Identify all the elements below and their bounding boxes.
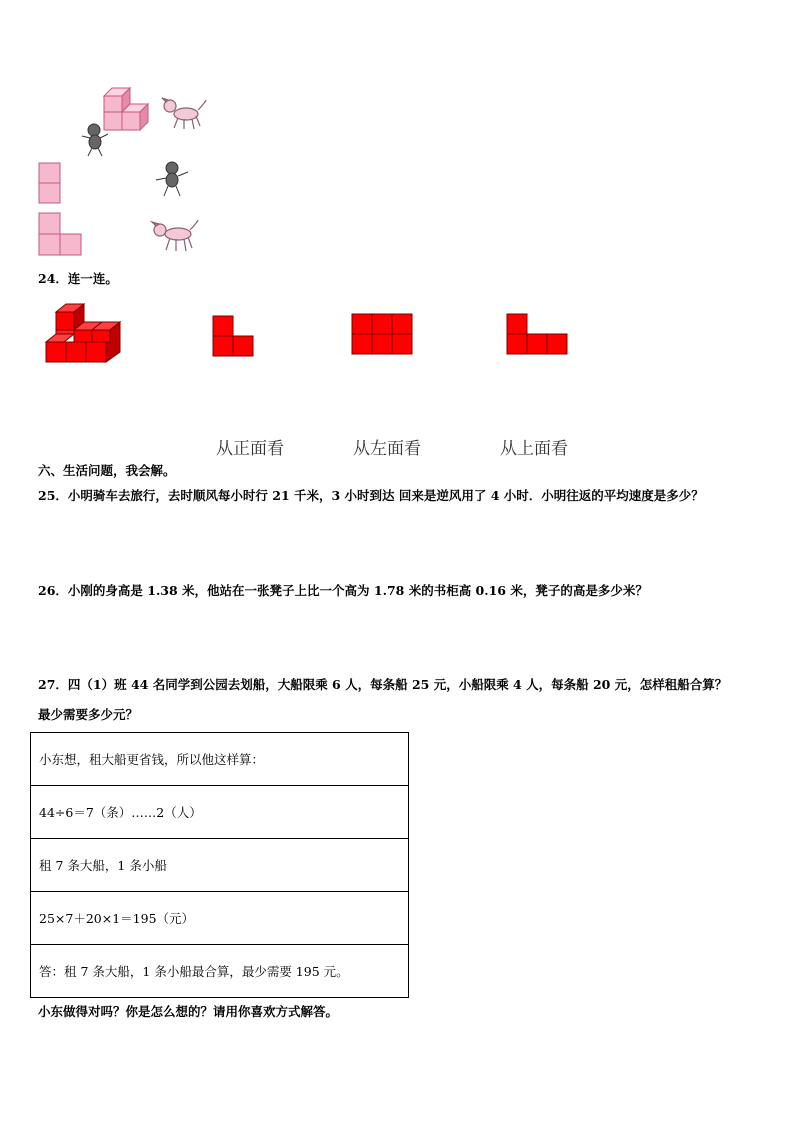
table-row xyxy=(31,945,409,998)
table-row xyxy=(31,733,409,786)
pink-view-l-shape xyxy=(38,212,84,256)
label-left-view: 从左面看 xyxy=(353,439,421,459)
dog-icon xyxy=(150,218,200,254)
table-row xyxy=(31,839,409,892)
label-top-view: 从上面看 xyxy=(500,439,568,459)
table-row xyxy=(31,786,409,839)
dog-icon xyxy=(160,96,208,132)
table-cell: 小东想，租大船更省钱，所以他这样算： xyxy=(31,733,409,786)
solution-table xyxy=(30,732,409,998)
pink-view-two-vertical xyxy=(38,162,62,204)
table-row xyxy=(31,892,409,945)
question-25: 25．小明骑车去旅行，去时顺风每小时行 21 千米，3 小时到达 回来是逆风用了 4 小时．小明往返的平均速度是多少？ xyxy=(38,488,704,503)
question-24-title: 24．连一连。 xyxy=(38,271,118,286)
red-view-l-shape xyxy=(212,315,256,357)
monkey-icon xyxy=(152,160,192,198)
red-view-grid-2x3 xyxy=(351,313,415,356)
question-26: 26．小刚的身高是 1.38 米，他站在一张凳子上比一个高为 1.78 米的书柜高 0.16 米，凳子的高是多少米？ xyxy=(38,583,648,598)
red-view-l-wide xyxy=(506,313,570,356)
red-cube-stack xyxy=(44,302,128,364)
table-cell: 答：租 7 条大船，1 条小船最合算，最少需要 195 元。 xyxy=(31,945,409,998)
section-6-title: 六、生活问题，我会解。 xyxy=(38,463,176,478)
label-front-view: 从正面看 xyxy=(216,439,284,459)
table-cell: 25×7＋20×1＝195（元） xyxy=(31,892,409,945)
monkey-icon xyxy=(80,122,112,158)
table-cell: 44÷6＝7（条）……2（人） xyxy=(31,786,409,839)
question-27-followup: 小东做得对吗？你是怎么想的？请用你喜欢方式解答。 xyxy=(38,1004,339,1019)
question-27-line2: 最少需要多少元？ xyxy=(38,707,139,722)
table-cell: 租 7 条大船，1 条小船 xyxy=(31,839,409,892)
question-27-line1: 27．四（1）班 44 名同学到公园去划船，大船限乘 6 人，每条船 25 元，小船限乘 4 人，每条船 20 元，怎样租船合算？ xyxy=(38,677,728,692)
